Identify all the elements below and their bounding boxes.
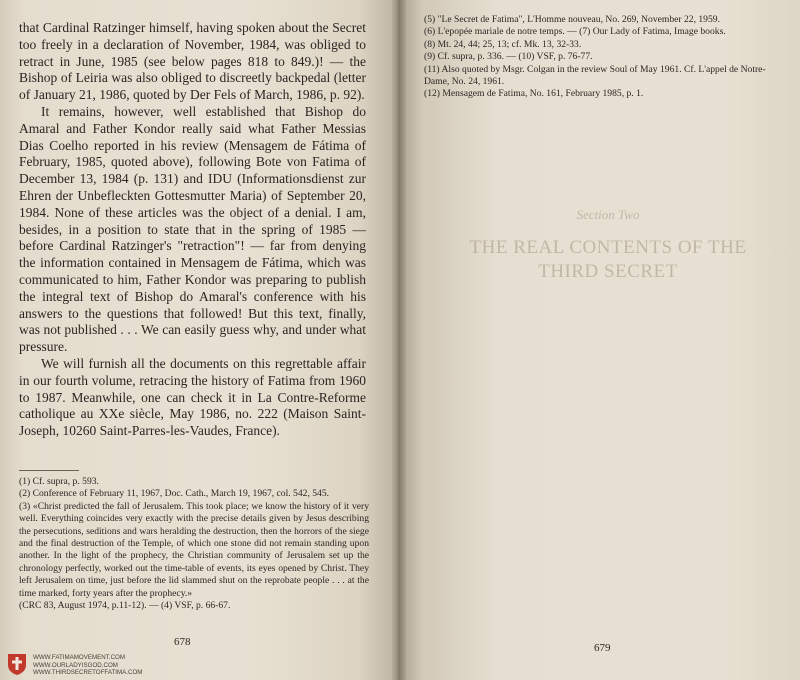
footnote-2: (2) Conference of February 11, 1967, Doc. Cath., March 19, 1967, col. 542, 545. (19, 488, 330, 500)
watermark-url: WWW.OURLADYISGOD.COM (33, 661, 118, 669)
left-page-body (19, 20, 366, 440)
footnote-9-10: (9) Cf. supra, p. 336. — (10) VSF, p. 76-77. (424, 51, 593, 63)
right-page (398, 0, 800, 680)
footnote-12: (12) Mensagem de Fatima, No. 161, February 1985, p. 1. (424, 88, 644, 100)
watermark-url: WWW.FATIMAMOVEMENT.COM (33, 654, 125, 661)
left-page (0, 0, 398, 680)
left-footnotes (19, 476, 369, 612)
footnote-3-source: (CRC 83, August 1974, p.11-12). — (4) VSF, p. 66-67. (19, 600, 231, 612)
left-paragraph-3: We will furnish all the documents on this regrettable affair in our fourth volume, retracing the history of Fatima from 1960 to 1987. Meanwhile, one can check it in La Contre-Reforme catholique au XXe siècle, May 1986, no. 222 (Maison Saint-Joseph, 10260 Saint-Parres-les-Vaudes, France). (19, 355, 366, 439)
left-paragraph-1: that Cardinal Ratzinger himself, having spoken about the Secret too freely in a declaration of November, 1984, was obliged to retract in June, 1985 (see below pages 818 to 849.)! — the Bishop of Leiria was also obliged to discreetly backpedal (letter of January 21, 1986, quoted by Der Fels of March, 1986, p. 92). (19, 20, 366, 103)
footnote-8: (8) Mt. 24, 44; 25, 13; cf. Mk. 13, 32-33. (424, 38, 582, 50)
watermark-urls (33, 654, 142, 677)
footnote-6-7: (6) L'epopée mariale de notre temps. — (7) Our Lady of Fatima, Image books. (424, 26, 726, 38)
footnote-1: (1) Cf. supra, p. 593. (19, 476, 99, 487)
book-gutter (392, 0, 406, 680)
show-through-section-title: THE REAL CONTENTS OF THE THIRD SECRET (469, 237, 747, 282)
footnote-rule (19, 470, 79, 471)
left-paragraph-2: It remains, however, well established that Bishop do Amaral and Father Kondor really said what Father Messias Dias Coelho reported in his review (Mensagem de Fátima of February, 1985, quoted above), following Bote von Fatima of December 13, 1984 (p. 131) and IDU (Informationsdienst zur Ehren der Unbefleckten Gottesmutter Maria) of September 20, 1984. None of these articles was the object of a denial. I am, besides, in a position to state that in the spring of 1985 — before Cardinal Ratzinger's "retraction"! — far from denying the information contained in Mensagem de Fátima, which was communicated to him, Father Kondor was preparing to publish the integral text of Bishop do Amaral's conference with his answers to the questions that followed! But this text, finally, was not published . . . We can easily guess why, and under what pressure. (19, 103, 366, 355)
footnote-11: (11) Also quoted by Msgr. Colgan in the review Soul of May 1961. Cf. L'appel de Notre-Dame, No. 24, 1961. (424, 63, 766, 88)
footnote-5: (5) "Le Secret de Fatima", L'Homme nouveau, No. 269, November 22, 1959. (424, 14, 720, 25)
watermark-url: WWW.THIRDSECRETOFFATIMA.COM (33, 669, 143, 677)
show-through-section-label: Section Two (576, 207, 640, 222)
right-footnotes (424, 14, 774, 101)
red-shield-logo-icon (6, 652, 28, 676)
page-number-left: 678 (174, 636, 191, 648)
footnote-3: (3) «Christ predicted the fall of Jerusalem. This took place; we know the history of it very well. Everything coincides very exactly with the precise details given by Jesus describing the persecutions, seditions and wars heralding the destruction, then the horrors of the siege and the final destruction of the Temple, of which one stone did not remain standing upon another. In the light of the prophecy, the Christian community of Jerusalem set up the chronology perfectly, worked out the time-table of events, its eyes opened by Christ. They left Jerusalem on time, just before the lid slammed shut on the reprobate people . . . at the time marked, forty years after the prophecy.» (19, 500, 369, 599)
page-number-right: 679 (594, 642, 611, 654)
